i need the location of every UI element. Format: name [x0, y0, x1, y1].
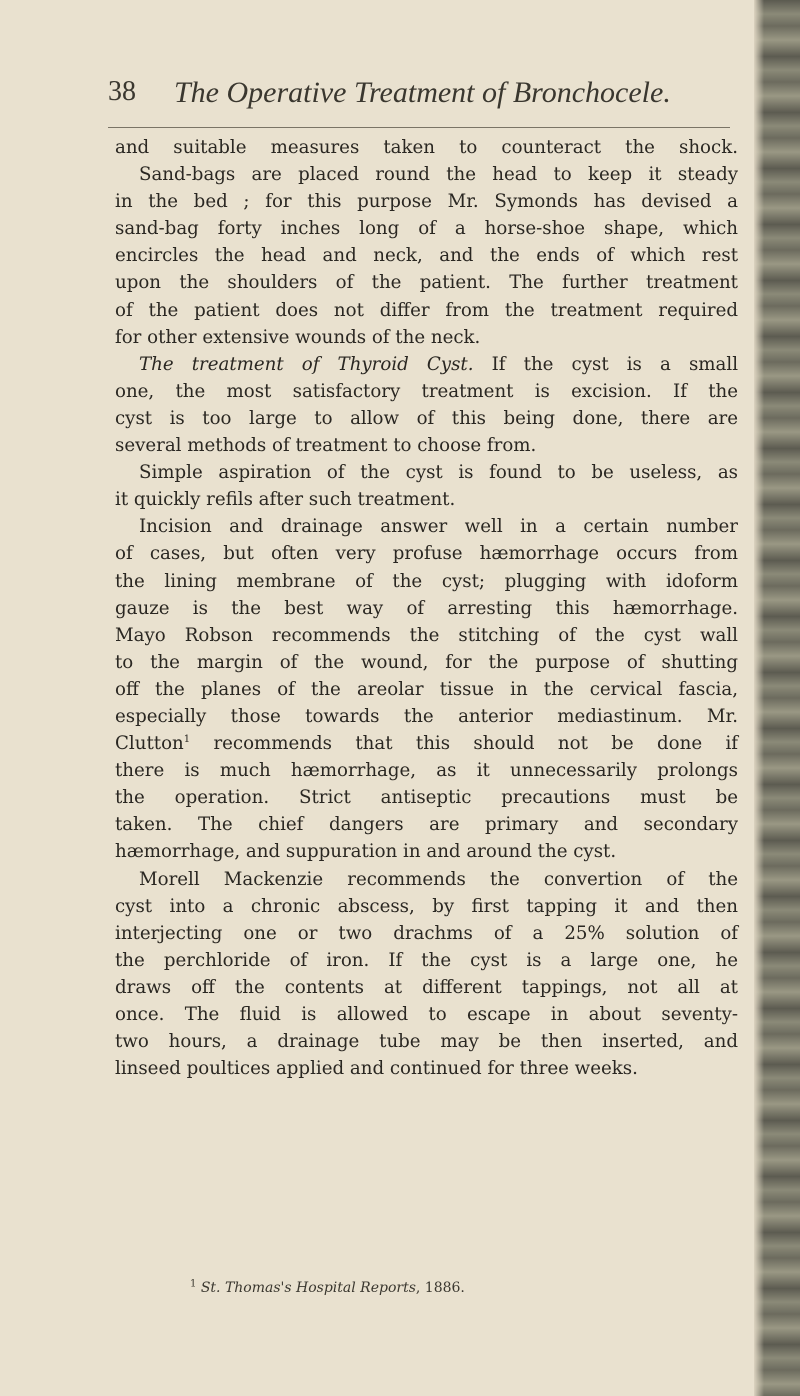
- text-line: interjecting one or two drachms of a 25% solution of: [115, 922, 738, 944]
- text-line: and suitable measures taken to counteract the shock.: [115, 137, 738, 158]
- text-line: Incision and drainage answer well in a certain number: [139, 516, 738, 538]
- text-line: the operation. Strict antiseptic precautions must be: [115, 787, 738, 809]
- text-line: Simple aspiration of the cyst is found to be useless, as: [139, 462, 738, 484]
- text-line: hæmorrhage, and suppuration in and around the cyst.: [115, 841, 617, 863]
- body-text: [115, 134, 738, 1082]
- text-line: one, the most satisfactory treatment is excision. If the: [115, 380, 738, 402]
- text-line: taken. The chief dangers are primary and secondary: [115, 814, 738, 836]
- text-line: cyst into a chronic abscess, by first tapping it and then: [115, 895, 738, 917]
- footnote: [190, 1280, 465, 1296]
- text-line: Morell Mackenzie recommends the convertion of the: [139, 868, 738, 890]
- text-line: the perchloride of iron. If the cyst is a large one, he: [115, 949, 738, 971]
- text-fragment: recommends that this should not be done if: [190, 733, 738, 755]
- footnote-ref: 1: [183, 734, 191, 745]
- text-line: encircles the head and neck, and the ends of which rest: [115, 245, 738, 267]
- running-header: [108, 76, 748, 120]
- text-line: to the margin of the wound, for the purpose of shutting: [115, 651, 738, 673]
- text-line: several methods of treatment to choose from.: [115, 435, 537, 457]
- text-line: it quickly refils after such treatment.: [115, 489, 456, 511]
- text-line: of cases, but often very profuse hæmorrhage occurs from: [115, 543, 738, 565]
- text-line: gauze is the best way of arresting this hæmorrhage.: [115, 597, 738, 619]
- header-rule: [108, 127, 730, 128]
- text-line: upon the shoulders of the patient. The further treatment: [115, 272, 738, 294]
- text-line: especially those towards the anterior mediastinum. Mr.: [115, 705, 738, 727]
- text-line: once. The fluid is allowed to escape in about seventy-: [115, 1004, 738, 1025]
- text-fragment: Clutton: [115, 733, 184, 755]
- text-line: linseed poultices applied and continued for three weeks.: [115, 1058, 638, 1080]
- text-line: two hours, a drainage tube may be then inserted, and: [115, 1031, 738, 1053]
- text-line: [115, 730, 738, 757]
- running-title: The Operative Treatment of Bronchocele.: [174, 76, 671, 109]
- text-line: of the patient does not differ from the treatment required: [115, 299, 738, 321]
- page-edge-shadow: [754, 0, 800, 1396]
- text-line: for other extensive wounds of the neck.: [115, 326, 481, 348]
- text-line: Mayo Robson recommends the stitching of the cyst wall: [115, 624, 738, 646]
- text-line: the lining membrane of the cyst; plugging with idoform: [115, 570, 738, 592]
- footnote-source: St. Thomas's Hospital Reports: [200, 1280, 416, 1296]
- text-line: Sand-bags are placed round the head to keep it steady: [139, 164, 738, 186]
- page-number: 38: [108, 76, 136, 107]
- text-line: in the bed ; for this purpose Mr. Symonds has devised a: [115, 191, 738, 213]
- text-line: there is much hæmorrhage, as it unnecessarily prolongs: [115, 760, 738, 782]
- section-heading: The treatment of Thyroid Cyst.: [139, 353, 474, 375]
- text-line: off the planes of the areolar tissue in the cervical fascia,: [115, 678, 738, 700]
- text-line: [115, 351, 738, 378]
- text-line: sand-bag forty inches long of a horse-shoe shape, which: [115, 218, 738, 240]
- text-fragment: If the cyst is a small: [473, 353, 739, 375]
- text-line: cyst is too large to allow of this being done, there are: [115, 407, 738, 429]
- text-line: draws off the contents at different tappings, not all at: [115, 976, 738, 998]
- footnote-year: , 1886.: [415, 1280, 465, 1296]
- footnote-marker: 1: [190, 1278, 197, 1290]
